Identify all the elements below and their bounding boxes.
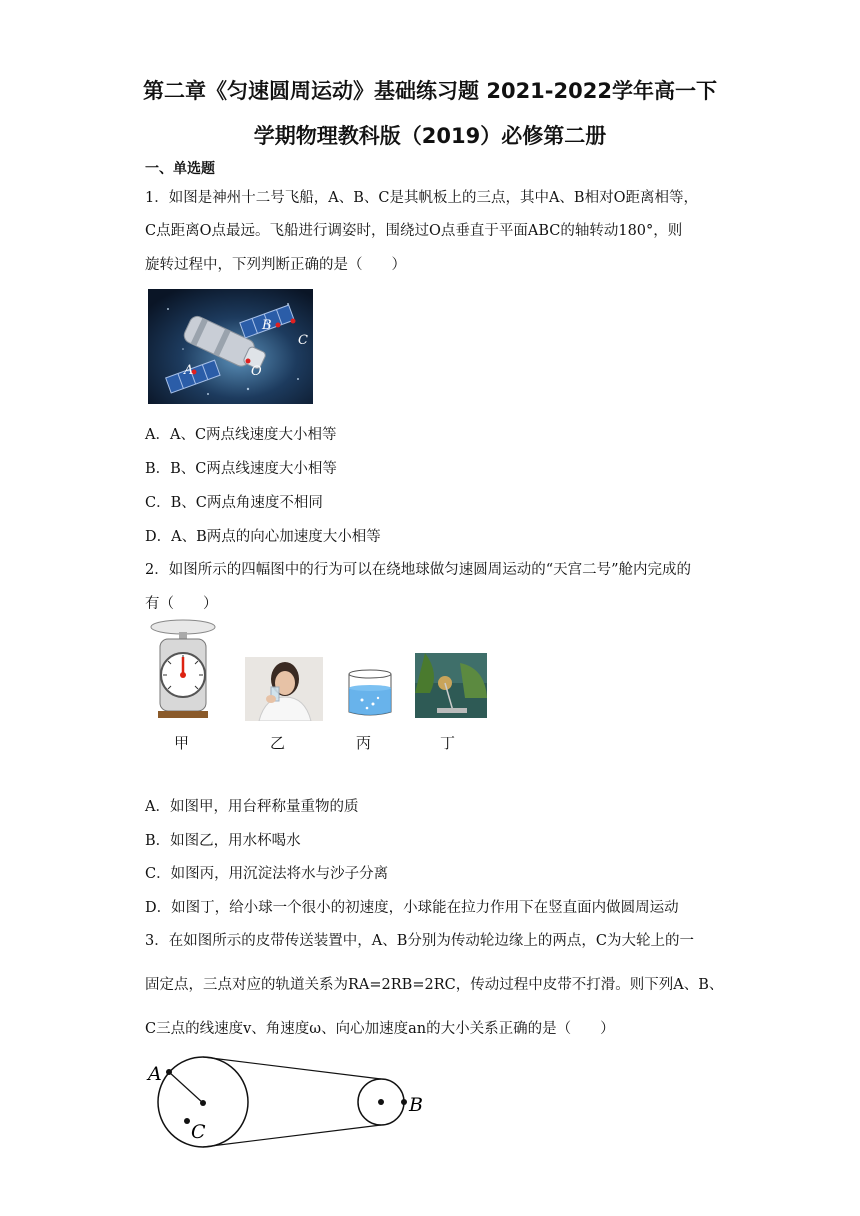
- q3-text-line-1: 3．在如图所示的皮带传送装置中，A、B分别为传动轮边缘上的两点，C为大轮上的一: [145, 933, 694, 949]
- q3-text-line-2: 固定点，三点对应的轨道关系为RA=2RB=2RC，传动过程中皮带不打滑。则下列A、B、: [145, 977, 724, 993]
- q1-option-d: D．A、B两点的向心加速度大小相等: [145, 529, 381, 545]
- q2-option-b: B．如图乙，用水杯喝水: [145, 833, 301, 849]
- belt-drive-figure: [145, 1055, 435, 1155]
- caption-jia: 甲: [174, 734, 190, 752]
- belt-label-b: B: [409, 1094, 423, 1116]
- q1-text-line-3: 旋转过程中，下列判断正确的是（ ）: [145, 257, 406, 273]
- q1-option-c: C．B、C两点角速度不相同: [145, 495, 323, 511]
- q3-text-line-3: C三点的线速度v、角速度ω、向心加速度an的大小关系正确的是（ ）: [145, 1021, 615, 1037]
- label-b: B: [262, 318, 272, 333]
- q2-option-a: A．如图甲，用台秤称量重物的质: [145, 799, 359, 815]
- q2-option-c: C．如图丙，用沉淀法将水与沙子分离: [145, 866, 389, 882]
- label-c: C: [298, 333, 308, 348]
- spacecraft-figure: [148, 289, 313, 404]
- belt-label-a: A: [148, 1063, 162, 1085]
- label-a: A: [184, 363, 194, 378]
- q1-option-a: A．A、C两点线速度大小相等: [145, 427, 337, 443]
- caption-bing: 丙: [356, 734, 372, 752]
- section-heading: 一、单选题: [145, 161, 215, 177]
- q2-text-line-1: 2．如图所示的四幅图中的行为可以在绕地球做匀速圆周运动的“天宫二号”舱内完成的: [145, 562, 692, 578]
- document-title-line-2: 学期物理教科版（2019）必修第二册: [253, 124, 607, 148]
- caption-yi: 乙: [270, 734, 286, 752]
- q2-text-line-2: 有（ ）: [145, 596, 218, 612]
- belt-label-c: C: [191, 1121, 206, 1143]
- q1-text-line-2: C点距离O点最远。飞船进行调姿时，围绕过O点垂直于平面ABC的轴转动180°，则: [145, 223, 683, 239]
- label-o: O: [251, 364, 262, 379]
- scale-figure: [148, 617, 218, 721]
- q1-text-line-1: 1．如图是神州十二号飞船，A、B、C是其帆板上的三点，其中A、B相对O距离相等，: [145, 190, 698, 206]
- document-title-line-1: 第二章《匀速圆周运动》基础练习题 2021-2022学年高一下: [143, 79, 717, 103]
- beaker-figure: [345, 668, 395, 718]
- caption-ding: 丁: [440, 734, 456, 752]
- lab-photo: [415, 653, 487, 718]
- drinking-photo: [245, 657, 323, 721]
- q2-option-d: D．如图丁，给小球一个很小的初速度，小球能在拉力作用下在竖直面内做圆周运动: [145, 900, 679, 916]
- q1-option-b: B．B、C两点线速度大小相等: [145, 461, 337, 477]
